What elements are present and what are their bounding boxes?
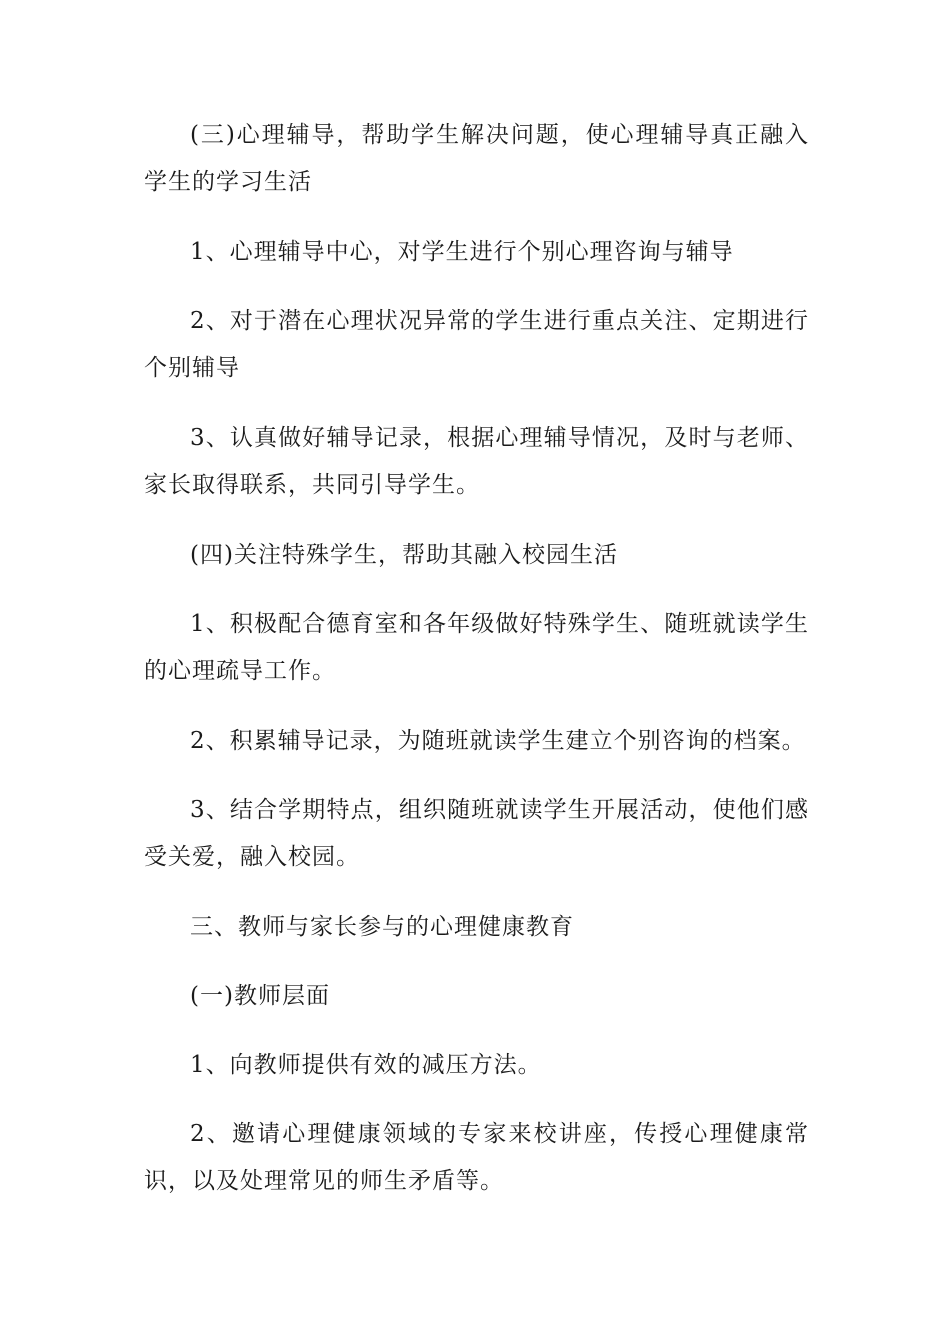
paragraph-item-2: 2、对于潜在心理状况异常的学生进行重点关注、定期进行个别辅导 [144, 308, 809, 381]
paragraph-part-3-heading: 三、教师与家长参与的心理健康教育 [190, 914, 574, 940]
paragraph-item-4-1: 1、积极配合德育室和各年级做好特殊学生、随班就读学生的心理疏导工作。 [144, 611, 809, 684]
paragraph-teacher-item-2: 2、邀请心理健康领域的专家来校讲座，传授心理健康常识，以及处理常见的师生矛盾等。 [144, 1121, 809, 1194]
paragraph-item-1: 1、心理辅导中心，对学生进行个别心理咨询与辅导 [190, 239, 734, 265]
paragraph-section-4-heading: (四)关注特殊学生，帮助其融入校园生活 [190, 542, 618, 568]
paragraph-teacher-item-1: 1、向教师提供有效的减压方法。 [190, 1052, 542, 1078]
paragraph-item-4-2: 2、积累辅导记录，为随班就读学生建立个别咨询的档案。 [190, 728, 806, 754]
paragraph-section-3-heading: (三)心理辅导，帮助学生解决问题，使心理辅导真正融入学生的学习生活 [144, 122, 809, 195]
paragraph-item-4-3: 3、结合学期特点，组织随班就读学生开展活动，使他们感受关爱，融入校园。 [144, 797, 809, 870]
paragraph-item-3: 3、认真做好辅导记录，根据心理辅导情况，及时与老师、家长取得联系，共同引导学生。 [144, 425, 809, 498]
paragraph-teacher-level-heading: (一)教师层面 [190, 983, 330, 1009]
